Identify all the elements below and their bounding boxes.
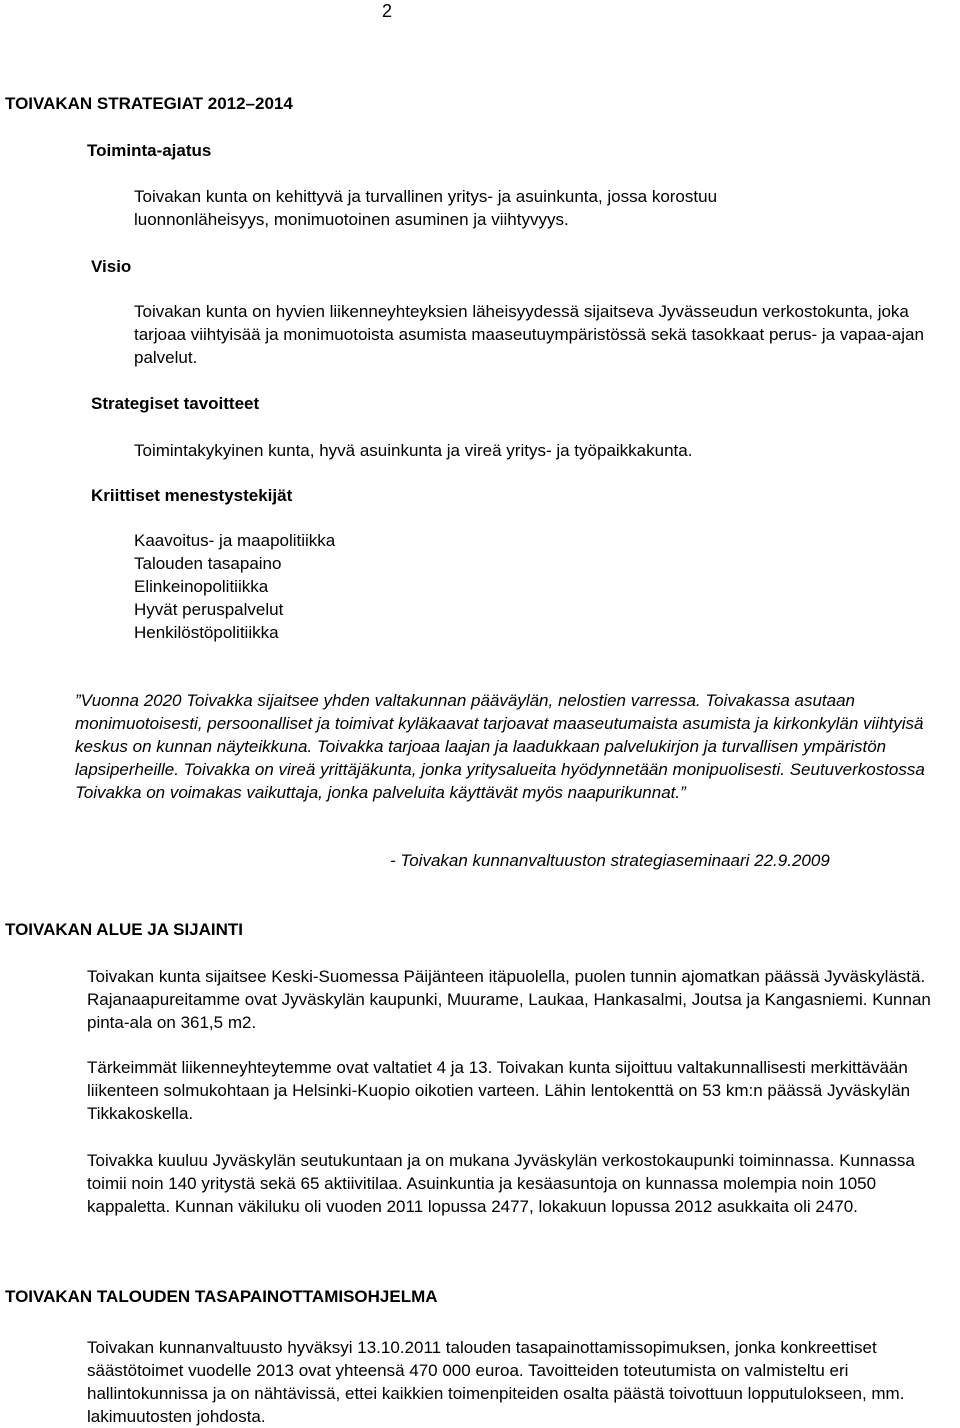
vision-heading: Visio <box>91 257 132 276</box>
area-paragraph-3: Toivakka kuuluu Jyväskylän seutukuntaan ja on mukana Jyväskylän verkostokaupunki toiminnassa. Kunnassa toimii noin 140 yritystä sekä 65 aktiivitilaa. Asuinkuntia ja kesäasuntoja on kunnassa molempia noin 1050 kappaletta. Kunnan väkiluku oli vuoden 2011 lopussa 2477, lokakuun lopussa 2012 asukkaita oli 2470. <box>87 1151 915 1216</box>
factors-list <box>134 529 335 644</box>
finance-paragraph: Toivakan kunnanvaltuusto hyväksyi 13.10.2011 talouden tasapainottamissopimuksen, jonka konkreettiset säästötoimet vuodelle 2013 ovat yhteensä 470 000 euroa. Tavoitteiden toteutumista on valmisteltu eri hallintokunnissa ja on nähtävissä, ettei kaikkien toimenpiteiden osalta päästä toivottuun lopputulokseen, mm. lakimuutosten johdosta. <box>87 1338 905 1426</box>
list-item: Hyvät peruspalvelut <box>134 600 284 619</box>
page-number: 2 <box>382 1 393 21</box>
mission-heading: Toiminta-ajatus <box>87 141 212 160</box>
goals-text: Toimintakykyinen kunta, hyvä asuinkunta ja vireä yritys- ja työpaikkakunta. <box>134 441 693 460</box>
area-paragraph-2: Tärkeimmät liikenneyhteytemme ovat valtatiet 4 ja 13. Toivakan kunta sijoittuu valtakunnallisesti merkittävään liikenteen solmukohtaan ja Helsinki-Kuopio oikotien varteen. Lähin lentokenttä on 53 km:n päässä Jyväskylän Tikkakoskella. <box>87 1058 911 1123</box>
list-item: Elinkeinopolitiikka <box>134 577 269 596</box>
list-item: Talouden tasapaino <box>134 554 282 573</box>
vision-quote: ”Vuonna 2020 Toivakka sijaitsee yhden valtakunnan pääväylän, nelostien varressa. Toivakassa asutaan monimuotoisesti, persoonalliset ja toimivat kyläkaavat tarjoavat maaseutumaista asumista ja kirkonkylän viihtyisä keskus on kunnan näyteikkuna. Toivakka tarjoaa laajan ja laadukkaan palvelukirjon ja turvallisen ympäristön lapsiperheille. Toivakka on vireä yrittäjäkunta, jonka yritysalueita hyödynnetään monipuolisesti. Seutuverkostossa Toivakka on voimakas vaikuttaja, jonka palveluita käyttävät myös naapurikunnat.” <box>75 691 925 802</box>
area-title: TOIVAKAN ALUE JA SIJAINTI <box>5 920 244 939</box>
strategy-title: TOIVAKAN STRATEGIAT 2012–2014 <box>5 94 293 113</box>
factors-heading: Kriittiset menestystekijät <box>91 486 293 505</box>
goals-heading: Strategiset tavoitteet <box>91 394 260 413</box>
quote-source: - Toivakan kunnanvaltuuston strategiaseminaari 22.9.2009 <box>390 851 830 870</box>
list-item: Henkilöstöpolitiikka <box>134 623 279 642</box>
area-paragraph-1: Toivakan kunta sijaitsee Keski-Suomessa Päijänteen itäpuolella, puolen tunnin ajomatkan päässä Jyväskylästä. Rajanaapureitamme ovat Jyväskylän kaupunki, Muurame, Laukaa, Hankasalmi, Joutsa ja Kangasniemi. Kunnan pinta-ala on 361,5 m2. <box>87 967 931 1032</box>
list-item: Kaavoitus- ja maapolitiikka <box>134 531 336 550</box>
mission-text: Toivakan kunta on kehittyvä ja turvallinen yritys- ja asuinkunta, jossa korostuu luonnonläheisyys, monimuotoinen asuminen ja viihtyvyys. <box>134 187 718 229</box>
finance-title: TOIVAKAN TALOUDEN TASAPAINOTTAMISOHJELMA <box>5 1287 438 1306</box>
vision-text: Toivakan kunta on hyvien liikenneyhteyksien läheisyydessä sijaitseva Jyvässeudun verkostokunta, joka tarjoaa viihtyisää ja monimuotoista asumista maaseutuympäristössä sekä tasokkaat perus- ja vapaa-ajan palvelut. <box>134 302 924 367</box>
